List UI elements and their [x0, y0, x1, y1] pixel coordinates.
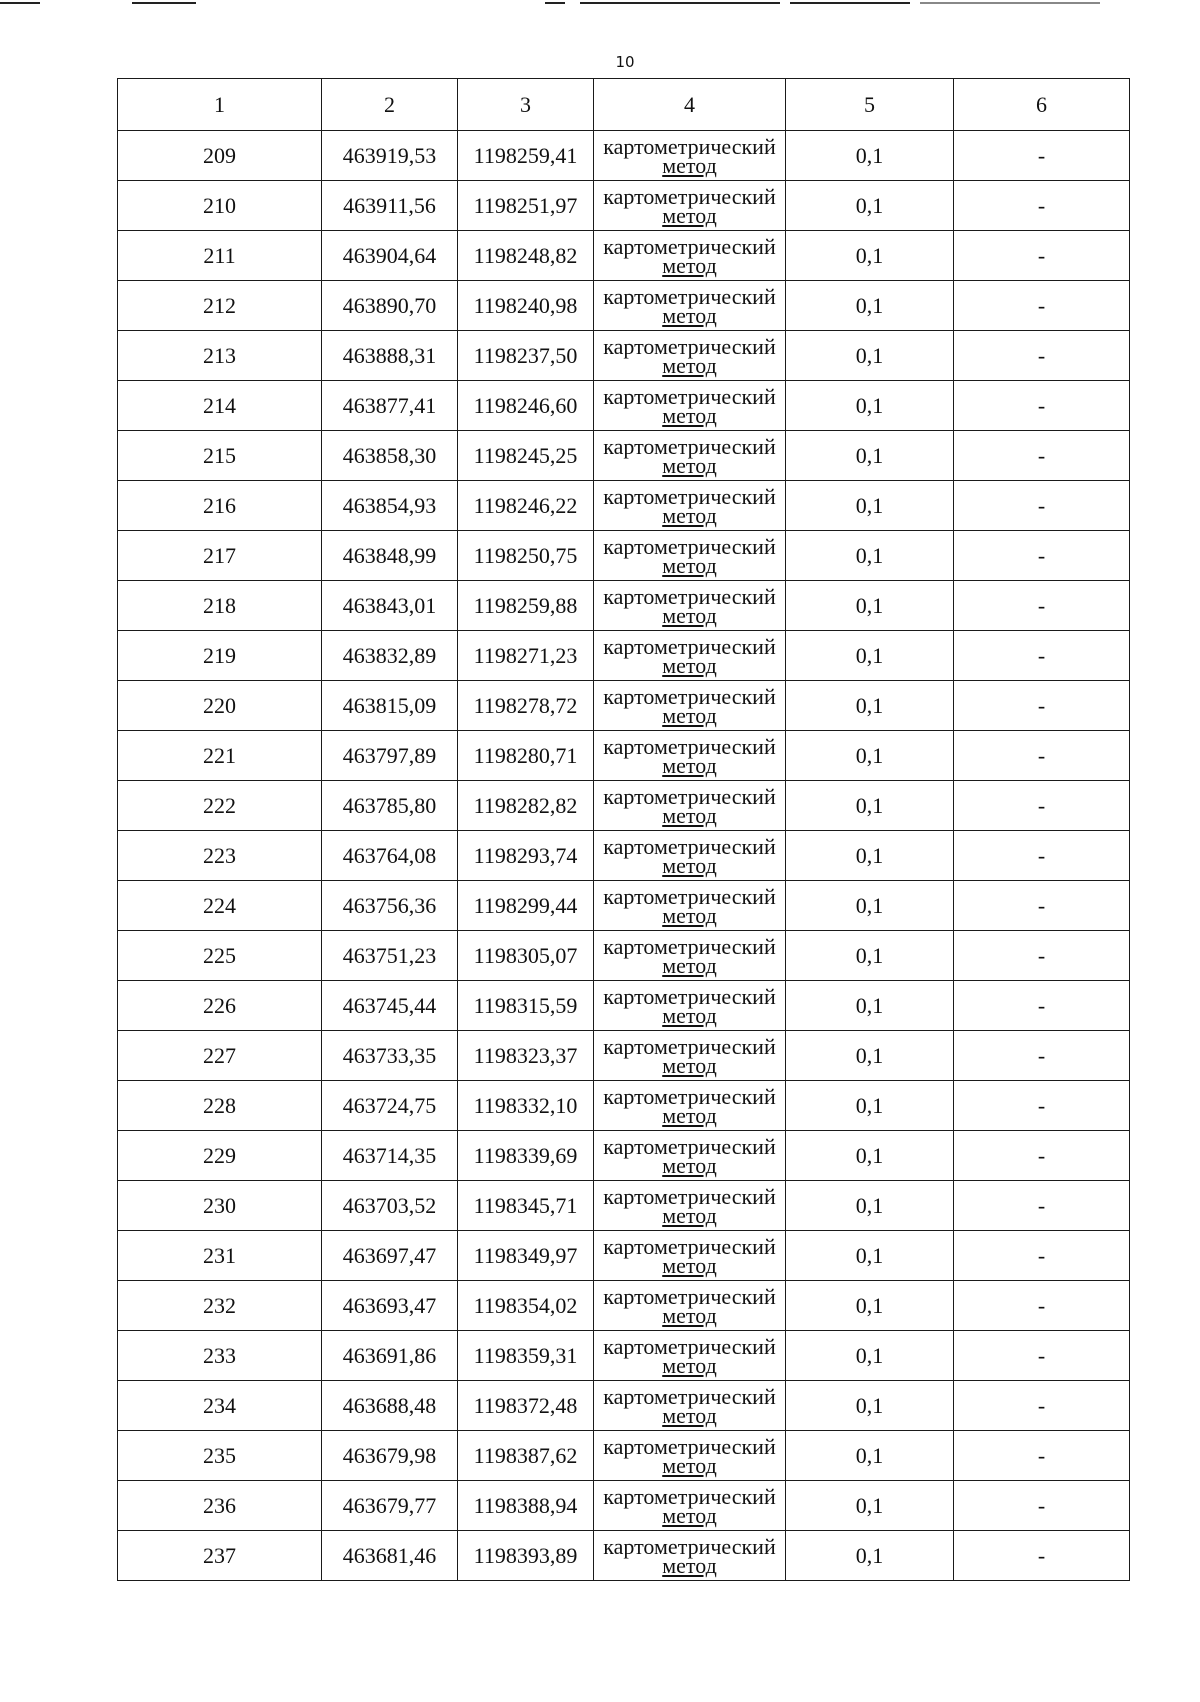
note-cell: -	[954, 731, 1130, 781]
table-row	[118, 831, 1130, 881]
accuracy-cell: 0,1	[786, 1181, 954, 1231]
note-cell: -	[954, 631, 1130, 681]
method-text-line1: картометрический	[603, 383, 776, 409]
point-number-cell: 209	[118, 131, 322, 181]
method-text-line1: картометрический	[603, 483, 776, 509]
y-coordinate-cell: 1198282,82	[458, 781, 594, 831]
y-coordinate-cell: 1198240,98	[458, 281, 594, 331]
method-cell	[594, 431, 786, 481]
note-cell: -	[954, 231, 1130, 281]
table-row	[118, 731, 1130, 781]
note-cell: -	[954, 1081, 1130, 1131]
coordinates-table	[117, 78, 1130, 1581]
accuracy-cell: 0,1	[786, 731, 954, 781]
accuracy-cell: 0,1	[786, 681, 954, 731]
method-text-line2: метод	[662, 352, 717, 378]
table-row	[118, 1181, 1130, 1231]
point-number-cell: 235	[118, 1431, 322, 1481]
table-row	[118, 231, 1130, 281]
method-text-line1: картометрический	[603, 1483, 776, 1509]
x-coordinate-cell: 463703,52	[322, 1181, 458, 1231]
y-coordinate-cell: 1198237,50	[458, 331, 594, 381]
table-row	[118, 1231, 1130, 1281]
method-text-line1: картометрический	[603, 1383, 776, 1409]
point-number-cell: 226	[118, 981, 322, 1031]
method-text-line2: метод	[662, 902, 717, 928]
method-text-line2: метод	[662, 702, 717, 728]
method-text-line2: метод	[662, 752, 717, 778]
note-cell: -	[954, 831, 1130, 881]
note-cell: -	[954, 981, 1130, 1031]
x-coordinate-cell: 463888,31	[322, 331, 458, 381]
method-text-line1: картометрический	[603, 283, 776, 309]
y-coordinate-cell: 1198280,71	[458, 731, 594, 781]
table-row	[118, 881, 1130, 931]
x-coordinate-cell: 463714,35	[322, 1131, 458, 1181]
accuracy-cell: 0,1	[786, 631, 954, 681]
accuracy-cell: 0,1	[786, 181, 954, 231]
method-cell	[594, 581, 786, 631]
accuracy-cell: 0,1	[786, 1381, 954, 1431]
y-coordinate-cell: 1198305,07	[458, 931, 594, 981]
method-text-line2: метод	[662, 652, 717, 678]
method-text-line1: картометрический	[603, 1133, 776, 1159]
y-coordinate-cell: 1198271,23	[458, 631, 594, 681]
y-coordinate-cell: 1198251,97	[458, 181, 594, 231]
note-cell: -	[954, 481, 1130, 531]
method-text-line1: картометрический	[603, 533, 776, 559]
accuracy-cell: 0,1	[786, 531, 954, 581]
method-cell	[594, 981, 786, 1031]
point-number-cell: 219	[118, 631, 322, 681]
y-coordinate-cell: 1198359,31	[458, 1331, 594, 1381]
method-text-line2: метод	[662, 602, 717, 628]
column-header: 5	[786, 79, 954, 131]
x-coordinate-cell: 463681,46	[322, 1531, 458, 1581]
point-number-cell: 210	[118, 181, 322, 231]
point-number-cell: 233	[118, 1331, 322, 1381]
point-number-cell: 234	[118, 1381, 322, 1431]
method-text-line2: метод	[662, 1202, 717, 1228]
note-cell: -	[954, 1531, 1130, 1581]
note-cell: -	[954, 1281, 1130, 1331]
accuracy-cell: 0,1	[786, 131, 954, 181]
y-coordinate-cell: 1198388,94	[458, 1481, 594, 1531]
method-text-line1: картометрический	[603, 433, 776, 459]
point-number-cell: 212	[118, 281, 322, 331]
method-text-line1: картометрический	[603, 333, 776, 359]
accuracy-cell: 0,1	[786, 1531, 954, 1581]
scan-artifact-top	[0, 0, 1200, 8]
table-row	[118, 531, 1130, 581]
point-number-cell: 211	[118, 231, 322, 281]
method-text-line2: метод	[662, 1402, 717, 1428]
accuracy-cell: 0,1	[786, 781, 954, 831]
note-cell: -	[954, 881, 1130, 931]
method-cell	[594, 1231, 786, 1281]
note-cell: -	[954, 1131, 1130, 1181]
method-text-line1: картометрический	[603, 1033, 776, 1059]
point-number-cell: 228	[118, 1081, 322, 1131]
y-coordinate-cell: 1198315,59	[458, 981, 594, 1031]
accuracy-cell: 0,1	[786, 1131, 954, 1181]
method-text-line2: метод	[662, 552, 717, 578]
method-text-line2: метод	[662, 1452, 717, 1478]
point-number-cell: 230	[118, 1181, 322, 1231]
accuracy-cell: 0,1	[786, 231, 954, 281]
point-number-cell: 227	[118, 1031, 322, 1081]
accuracy-cell: 0,1	[786, 431, 954, 481]
method-text-line1: картометрический	[603, 783, 776, 809]
method-cell	[594, 481, 786, 531]
table-row	[118, 1481, 1130, 1531]
x-coordinate-cell: 463848,99	[322, 531, 458, 581]
y-coordinate-cell: 1198245,25	[458, 431, 594, 481]
accuracy-cell: 0,1	[786, 881, 954, 931]
y-coordinate-cell: 1198349,97	[458, 1231, 594, 1281]
accuracy-cell: 0,1	[786, 1231, 954, 1281]
method-text-line2: метод	[662, 152, 717, 178]
table-row	[118, 981, 1130, 1031]
x-coordinate-cell: 463764,08	[322, 831, 458, 881]
y-coordinate-cell: 1198246,22	[458, 481, 594, 531]
accuracy-cell: 0,1	[786, 581, 954, 631]
method-cell	[594, 1081, 786, 1131]
method-text-line1: картометрический	[603, 683, 776, 709]
table-row	[118, 181, 1130, 231]
method-cell	[594, 681, 786, 731]
table-row	[118, 781, 1130, 831]
accuracy-cell: 0,1	[786, 1081, 954, 1131]
method-text-line2: метод	[662, 502, 717, 528]
x-coordinate-cell: 463904,64	[322, 231, 458, 281]
y-coordinate-cell: 1198323,37	[458, 1031, 594, 1081]
accuracy-cell: 0,1	[786, 1481, 954, 1531]
method-cell	[594, 281, 786, 331]
method-text-line2: метод	[662, 1152, 717, 1178]
x-coordinate-cell: 463797,89	[322, 731, 458, 781]
accuracy-cell: 0,1	[786, 281, 954, 331]
method-cell	[594, 1331, 786, 1381]
accuracy-cell: 0,1	[786, 1031, 954, 1081]
method-text-line1: картометрический	[603, 133, 776, 159]
y-coordinate-cell: 1198393,89	[458, 1531, 594, 1581]
method-text-line2: метод	[662, 252, 717, 278]
table-row	[118, 631, 1130, 681]
x-coordinate-cell: 463688,48	[322, 1381, 458, 1431]
method-text-line2: метод	[662, 1252, 717, 1278]
note-cell: -	[954, 1331, 1130, 1381]
accuracy-cell: 0,1	[786, 831, 954, 881]
accuracy-cell: 0,1	[786, 1431, 954, 1481]
method-text-line1: картометрический	[603, 983, 776, 1009]
point-number-cell: 217	[118, 531, 322, 581]
x-coordinate-cell: 463679,77	[322, 1481, 458, 1531]
table-row	[118, 681, 1130, 731]
table-row	[118, 1031, 1130, 1081]
column-header: 1	[118, 79, 322, 131]
method-cell	[594, 731, 786, 781]
method-text-line2: метод	[662, 1302, 717, 1328]
point-number-cell: 223	[118, 831, 322, 881]
method-text-line2: метод	[662, 1002, 717, 1028]
method-text-line2: метод	[662, 802, 717, 828]
table-row	[118, 1131, 1130, 1181]
table-row	[118, 1381, 1130, 1431]
method-text-line1: картометрический	[603, 1333, 776, 1359]
point-number-cell: 236	[118, 1481, 322, 1531]
method-cell	[594, 131, 786, 181]
table-row	[118, 581, 1130, 631]
method-cell	[594, 1381, 786, 1431]
method-text-line2: метод	[662, 452, 717, 478]
x-coordinate-cell: 463691,86	[322, 1331, 458, 1381]
accuracy-cell: 0,1	[786, 981, 954, 1031]
x-coordinate-cell: 463890,70	[322, 281, 458, 331]
note-cell: -	[954, 1481, 1130, 1531]
table-header-row	[118, 79, 1130, 131]
table-row	[118, 1531, 1130, 1581]
method-text-line1: картометрический	[603, 733, 776, 759]
method-text-line1: картометрический	[603, 1233, 776, 1259]
accuracy-cell: 0,1	[786, 331, 954, 381]
method-text-line2: метод	[662, 1102, 717, 1128]
method-cell	[594, 181, 786, 231]
x-coordinate-cell: 463843,01	[322, 581, 458, 631]
note-cell: -	[954, 431, 1130, 481]
method-cell	[594, 1131, 786, 1181]
note-cell: -	[954, 1031, 1130, 1081]
page-number: 10	[615, 53, 635, 71]
note-cell: -	[954, 1231, 1130, 1281]
note-cell: -	[954, 581, 1130, 631]
table-row	[118, 431, 1130, 481]
x-coordinate-cell: 463858,30	[322, 431, 458, 481]
method-cell	[594, 931, 786, 981]
point-number-cell: 237	[118, 1531, 322, 1581]
y-coordinate-cell: 1198259,41	[458, 131, 594, 181]
method-cell	[594, 331, 786, 381]
table-row	[118, 1431, 1130, 1481]
accuracy-cell: 0,1	[786, 1281, 954, 1331]
y-coordinate-cell: 1198278,72	[458, 681, 594, 731]
y-coordinate-cell: 1198372,48	[458, 1381, 594, 1431]
note-cell: -	[954, 131, 1130, 181]
x-coordinate-cell: 463724,75	[322, 1081, 458, 1131]
y-coordinate-cell: 1198250,75	[458, 531, 594, 581]
method-text-line2: метод	[662, 1052, 717, 1078]
note-cell: -	[954, 281, 1130, 331]
column-header: 3	[458, 79, 594, 131]
method-cell	[594, 1031, 786, 1081]
method-text-line1: картометрический	[603, 1083, 776, 1109]
method-text-line1: картометрический	[603, 583, 776, 609]
y-coordinate-cell: 1198248,82	[458, 231, 594, 281]
method-cell	[594, 381, 786, 431]
method-cell	[594, 831, 786, 881]
accuracy-cell: 0,1	[786, 381, 954, 431]
note-cell: -	[954, 1431, 1130, 1481]
note-cell: -	[954, 181, 1130, 231]
point-number-cell: 221	[118, 731, 322, 781]
column-header: 4	[594, 79, 786, 131]
x-coordinate-cell: 463697,47	[322, 1231, 458, 1281]
method-text-line1: картометрический	[603, 1533, 776, 1559]
method-text-line1: картометрический	[603, 883, 776, 909]
method-cell	[594, 531, 786, 581]
table-row	[118, 131, 1130, 181]
y-coordinate-cell: 1198293,74	[458, 831, 594, 881]
y-coordinate-cell: 1198345,71	[458, 1181, 594, 1231]
column-header: 6	[954, 79, 1130, 131]
point-number-cell: 216	[118, 481, 322, 531]
note-cell: -	[954, 531, 1130, 581]
x-coordinate-cell: 463785,80	[322, 781, 458, 831]
x-coordinate-cell: 463745,44	[322, 981, 458, 1031]
method-cell	[594, 1431, 786, 1481]
table-row	[118, 1081, 1130, 1131]
method-text-line1: картометрический	[603, 633, 776, 659]
note-cell: -	[954, 781, 1130, 831]
method-text-line2: метод	[662, 402, 717, 428]
accuracy-cell: 0,1	[786, 1331, 954, 1381]
table-row	[118, 1281, 1130, 1331]
table-row	[118, 381, 1130, 431]
point-number-cell: 232	[118, 1281, 322, 1331]
point-number-cell: 222	[118, 781, 322, 831]
method-text-line1: картометрический	[603, 1183, 776, 1209]
table-row	[118, 281, 1130, 331]
x-coordinate-cell: 463815,09	[322, 681, 458, 731]
method-cell	[594, 1481, 786, 1531]
method-text-line2: метод	[662, 852, 717, 878]
note-cell: -	[954, 381, 1130, 431]
x-coordinate-cell: 463919,53	[322, 131, 458, 181]
point-number-cell: 220	[118, 681, 322, 731]
method-text-line2: метод	[662, 1352, 717, 1378]
method-text-line2: метод	[662, 302, 717, 328]
method-text-line1: картометрический	[603, 1433, 776, 1459]
method-cell	[594, 231, 786, 281]
y-coordinate-cell: 1198339,69	[458, 1131, 594, 1181]
point-number-cell: 214	[118, 381, 322, 431]
x-coordinate-cell: 463756,36	[322, 881, 458, 931]
method-text-line2: метод	[662, 952, 717, 978]
x-coordinate-cell: 463679,98	[322, 1431, 458, 1481]
method-cell	[594, 631, 786, 681]
table-body	[118, 131, 1130, 1581]
y-coordinate-cell: 1198259,88	[458, 581, 594, 631]
column-header: 2	[322, 79, 458, 131]
note-cell: -	[954, 931, 1130, 981]
table-row	[118, 1331, 1130, 1381]
method-text-line1: картометрический	[603, 933, 776, 959]
method-cell	[594, 1281, 786, 1331]
point-number-cell: 215	[118, 431, 322, 481]
y-coordinate-cell: 1198246,60	[458, 381, 594, 431]
y-coordinate-cell: 1198332,10	[458, 1081, 594, 1131]
note-cell: -	[954, 681, 1130, 731]
method-cell	[594, 1531, 786, 1581]
note-cell: -	[954, 1181, 1130, 1231]
point-number-cell: 218	[118, 581, 322, 631]
note-cell: -	[954, 331, 1130, 381]
point-number-cell: 224	[118, 881, 322, 931]
table-row	[118, 931, 1130, 981]
x-coordinate-cell: 463854,93	[322, 481, 458, 531]
method-text-line1: картометрический	[603, 233, 776, 259]
y-coordinate-cell: 1198299,44	[458, 881, 594, 931]
method-text-line1: картометрический	[603, 833, 776, 859]
method-text-line2: метод	[662, 1502, 717, 1528]
y-coordinate-cell: 1198387,62	[458, 1431, 594, 1481]
method-text-line1: картометрический	[603, 183, 776, 209]
x-coordinate-cell: 463751,23	[322, 931, 458, 981]
point-number-cell: 231	[118, 1231, 322, 1281]
table-row	[118, 481, 1130, 531]
point-number-cell: 229	[118, 1131, 322, 1181]
y-coordinate-cell: 1198354,02	[458, 1281, 594, 1331]
note-cell: -	[954, 1381, 1130, 1431]
method-cell	[594, 1181, 786, 1231]
method-text-line1: картометрический	[603, 1283, 776, 1309]
point-number-cell: 225	[118, 931, 322, 981]
x-coordinate-cell: 463693,47	[322, 1281, 458, 1331]
method-text-line2: метод	[662, 202, 717, 228]
method-cell	[594, 781, 786, 831]
x-coordinate-cell: 463733,35	[322, 1031, 458, 1081]
accuracy-cell: 0,1	[786, 481, 954, 531]
x-coordinate-cell: 463832,89	[322, 631, 458, 681]
method-cell	[594, 881, 786, 931]
x-coordinate-cell: 463911,56	[322, 181, 458, 231]
x-coordinate-cell: 463877,41	[322, 381, 458, 431]
method-text-line2: метод	[662, 1552, 717, 1578]
accuracy-cell: 0,1	[786, 931, 954, 981]
point-number-cell: 213	[118, 331, 322, 381]
table-row	[118, 331, 1130, 381]
